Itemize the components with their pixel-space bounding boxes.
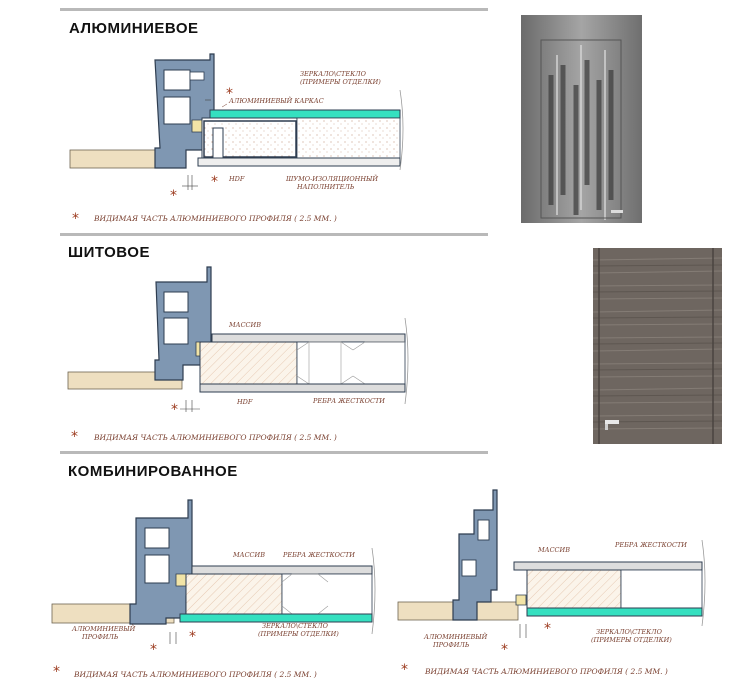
label-stiffening-ribs: РЕБРА ЖЕСТКОСТИ: [283, 551, 355, 559]
label-hdf: HDF: [237, 398, 253, 406]
label-aluminum-profile: АЛЮМИНИЕВЫЙ: [424, 633, 488, 641]
label-stiffening-ribs: РЕБРА ЖЕСТКОСТИ: [313, 397, 385, 405]
asterisk-marker: *: [189, 629, 196, 645]
asterisk-marker: *: [501, 642, 508, 658]
section-title-combined: КОМБИНИРОВАННОЕ: [68, 463, 238, 480]
asterisk-marker: *: [150, 642, 157, 658]
stiffening-ribs: [621, 570, 702, 608]
stiffening-ribs: [282, 574, 372, 614]
mirror-strip: [527, 608, 702, 616]
label-mirror-sub: (ПРИМЕРЫ ОТДЕЛКИ): [258, 630, 339, 638]
label-mirror: ЗЕРКАЛО\СТЕКЛО: [262, 622, 328, 630]
note-visible-profile: ВИДИМАЯ ЧАСТЬ АЛЮМИНИЕВОГО ПРОФИЛЯ ( 2.5 ММ. ): [74, 670, 317, 679]
label-aluminum-profile-sub: ПРОФИЛЬ: [82, 633, 119, 641]
solid-wood-block: [200, 342, 297, 384]
label-aluminum-profile-sub: ПРОФИЛЬ: [433, 641, 470, 649]
asterisk-marker: *: [72, 211, 79, 227]
asterisk-marker: *: [226, 86, 233, 102]
asterisk-marker: *: [71, 429, 78, 445]
label-mirror: ЗЕРКАЛО\СТЕКЛО: [300, 70, 366, 78]
panel-section-drawing: [68, 267, 408, 412]
hdf-top-sheet: [212, 334, 405, 342]
label-solid-wood: МАССИВ: [538, 546, 570, 554]
asterisk-marker: *: [211, 174, 218, 190]
mirror-strip: [180, 614, 372, 622]
combined-right-drawing: [398, 490, 705, 638]
solid-wood-block: [186, 574, 282, 614]
aluminum-profile: [453, 490, 497, 620]
asterisk-marker: *: [544, 621, 551, 637]
section-title-panel: ШИТОВОЕ: [68, 244, 150, 261]
asterisk-marker: *: [53, 664, 60, 680]
asterisk-marker: *: [171, 402, 178, 418]
label-aluminum-profile: АЛЮМИНИЕВЫЙ: [72, 625, 136, 633]
label-mirror-sub: (ПРИМЕРЫ ОТДЕЛКИ): [300, 78, 381, 86]
note-visible-profile: ВИДИМАЯ ЧАСТЬ АЛЮМИНИЕВОГО ПРОФИЛЯ ( 2.5 ММ. ): [94, 214, 337, 223]
note-visible-profile: ВИДИМАЯ ЧАСТЬ АЛЮМИНИЕВОГО ПРОФИЛЯ ( 2.5 ММ. ): [425, 667, 668, 676]
label-stiffening-ribs: РЕБРА ЖЕСТКОСТИ: [615, 541, 687, 549]
asterisk-marker: *: [170, 188, 177, 204]
label-hdf: HDF: [229, 175, 245, 183]
label-filler: ШУМО-ИЗОЛЯЦИОННЫЙ: [286, 175, 379, 183]
label-mirror-sub: (ПРИМЕРЫ ОТДЕЛКИ): [591, 636, 672, 644]
label-aluminum-frame: АЛЮМИНИЕВЫЙ КАРКАС: [229, 97, 324, 105]
hdf-sheet: [198, 158, 400, 166]
note-visible-profile: ВИДИМАЯ ЧАСТЬ АЛЮМИНИЕВОГО ПРОФИЛЯ ( 2.5 ММ. ): [94, 433, 337, 442]
mirror-strip: [210, 110, 400, 118]
solid-wood-block: [527, 570, 621, 608]
label-solid-wood: МАССИВ: [229, 321, 261, 329]
label-mirror: ЗЕРКАЛО\СТЕКЛО: [596, 628, 662, 636]
asterisk-marker: *: [401, 662, 408, 678]
label-filler-sub: НАПОЛНИТЕЛЬ: [297, 183, 355, 191]
stiffening-ribs: [297, 342, 405, 384]
label-solid-wood: МАССИВ: [233, 551, 265, 559]
section-title-aluminum: АЛЮМИНИЕВОЕ: [69, 20, 199, 37]
hdf-sheet: [200, 384, 405, 392]
